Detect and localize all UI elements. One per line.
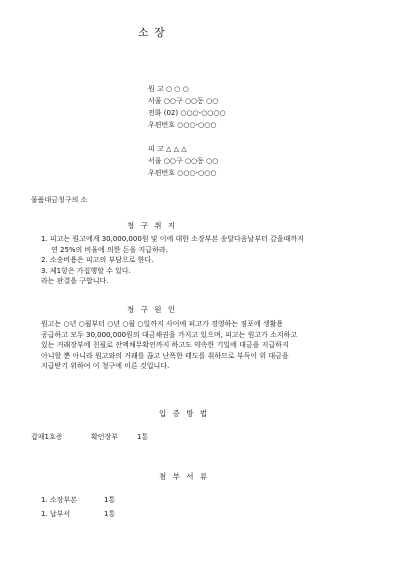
evidence-count: 1통 <box>137 433 149 441</box>
plaintiff-postal: 우편번호 ○○○-○○○ <box>148 121 217 129</box>
attachment-label: 1. 납부서 <box>41 510 71 518</box>
cause-heading: 청 구 원 인 <box>127 305 178 314</box>
claim-item: 3. 제1항은 가집행할 수 있다. <box>41 266 131 275</box>
claim-item: 연 25%의 비율에 의한 돈을 지급하라. <box>51 245 168 254</box>
cause-line: 있는 거래장부에 친필로 잔액채무확인까지 하고도 약속한 기일에 대금을 지급하지 <box>41 341 289 349</box>
case-name: 물품대금청구의 소 <box>31 196 88 204</box>
evidence-heading: 입 증 방 법 <box>159 409 210 418</box>
defendant-postal: 우편번호 ○○○-○○○ <box>148 169 217 177</box>
evidence-name: 확인장부 <box>91 433 119 441</box>
plaintiff-address: 서울 ○○구 ○○동 ○○ <box>148 97 219 105</box>
claim-item: 2. 소송비용은 피고의 부담으로 한다. <box>41 256 154 264</box>
defendant-name: 피 고 △ △ △ <box>148 145 187 153</box>
attachments-heading: 첨 부 서 류 <box>159 472 210 481</box>
claim-item: 1. 피고는 원고에게 30,000,000원 및 이에 대한 소장부본 송달다음날부터 갚을때까지 <box>41 235 304 243</box>
cause-line: 공급하고 모두 30,000,000원의 대금채권을 가지고 있으며, 피고는 원고가 소지하고 <box>41 330 298 339</box>
cause-body <box>41 319 297 372</box>
attachment-label: 1. 소장부본 <box>41 496 77 504</box>
plaintiff-name: 원 고 ○ ○ ○ <box>148 85 189 93</box>
attachment-count: 1통 <box>104 496 116 504</box>
document-title: 소 장 <box>138 26 166 39</box>
claim-items <box>41 234 304 287</box>
defendant-address: 서울 ○○구 ○○동 ○○ <box>148 157 219 165</box>
cause-line: 원고는 ○년 ○월부터 ○년 ○월 ○일까지 사이에 피고가 경영하는 점포에 생활용 <box>41 320 284 328</box>
attachment-count: 1통 <box>104 510 116 518</box>
evidence-label: 갑제1호증 <box>31 433 63 441</box>
claim-heading: 청 구 취 지 <box>127 221 178 230</box>
claim-item: 라는 판결을 구합니다. <box>41 277 109 285</box>
cause-line: 지급받기 위하여 이 청구에 이른 것입니다. <box>41 362 170 370</box>
plaintiff-phone: 전화 (02) ○○○-○○○○ <box>148 109 226 117</box>
cause-line: 아니할 뿐 아니라 원고와의 거래를 끊고 난폭한 태도를 취하므로 부득이 위 대금을 <box>41 351 289 360</box>
